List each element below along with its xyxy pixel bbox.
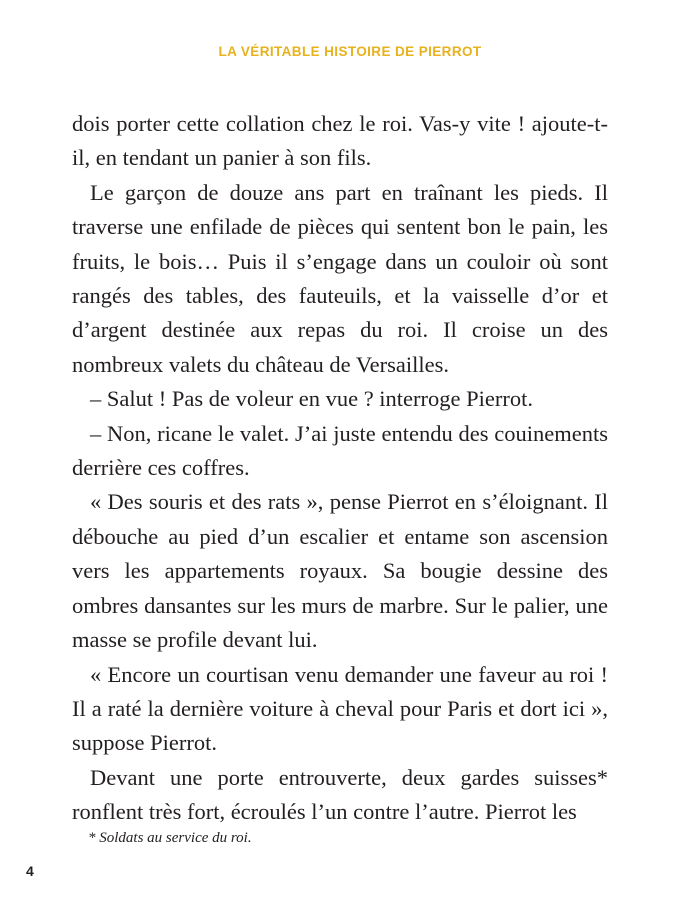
body-text [72, 107, 608, 830]
paragraph-1: dois porter cette collation chez le roi. Vas-y vite ! ajoute-t-il, en tendant un panier à son fils. [72, 111, 608, 171]
running-head: LA VÉRITABLE HISTOIRE DE PIERROT [218, 44, 482, 59]
paragraph-2: Le garçon de douze ans part en traînant les pieds. Il traverse une enfilade de pièces qui sentent bon le pain, les fruits, le bois… Puis il s’engage dans un couloir où sont rangés des tables, des fauteuils, et la vaisselle d’or et d’argent destinée aux repas du roi. Il croise un des nombreux valets du château de Versailles. [72, 179, 608, 377]
paragraph-3: – Salut ! Pas de voleur en vue ? interroge Pierrot. [90, 386, 534, 412]
paragraph-5: « Des souris et des rats », pense Pierrot en s’éloignant. Il débouche au pied d’un escalier et entame son ascension vers les appartements royaux. Sa bougie dessine des ombres dansantes sur les murs de marbre. Sur le palier, une masse se profile devant lui. [72, 489, 608, 653]
paragraph-6: « Encore un courtisan venu demander une faveur au roi ! Il a raté la dernière voiture à cheval pour Paris et dort ici », suppose Pierrot. [72, 661, 608, 756]
page-number: 4 [26, 863, 34, 879]
paragraph-7: Devant une porte entrouverte, deux gardes suisses* ronflent très fort, écroulés l’un contre l’autre. Pierrot les [72, 764, 608, 825]
paragraph-4: – Non, ricane le valet. J’ai juste entendu des couinements derrière ces coffres. [72, 420, 608, 481]
footnote: * Soldats au service du roi. [88, 830, 252, 846]
